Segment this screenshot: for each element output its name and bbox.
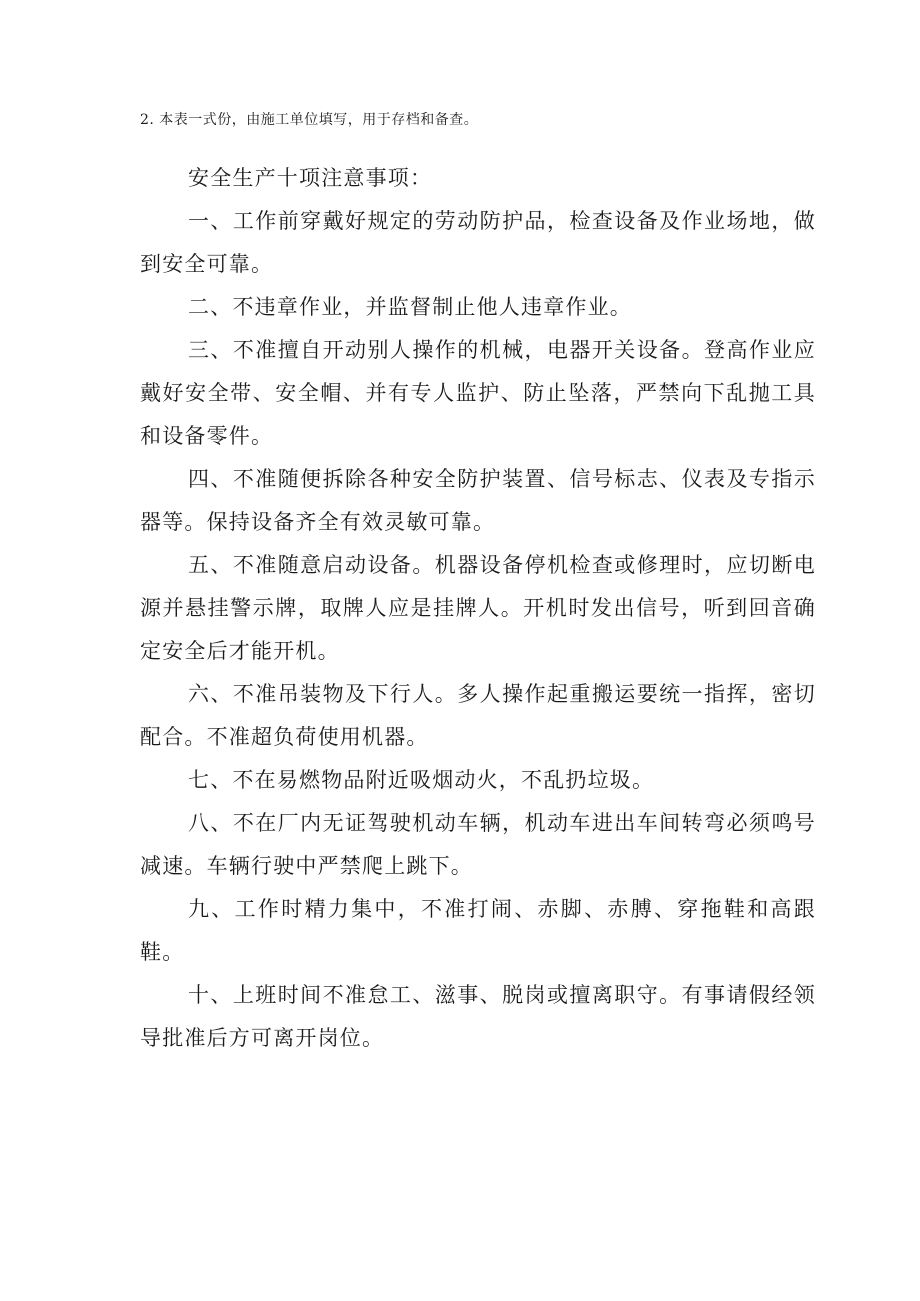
safety-item-9: 九、工作时精力集中，不准打闹、赤脚、赤膊、穿拖鞋和高跟鞋。: [140, 897, 816, 964]
safety-item-10: 十、上班时间不准怠工、滋事、脱岗或擅离职守。有事请假经领导批准后方可离开岗位。: [140, 983, 816, 1050]
safety-item-6: 六、不准吊装物及下行人。多人操作起重搬运要统一指挥，密切配合。不准超负荷使用机器。: [140, 682, 816, 749]
safety-item-5: 五、不准随意启动设备。机器设备停机检查或修理时，应切断电源并悬挂警示牌，取牌人应是挂牌人。开机时发出信号，听到回音确定安全后才能开机。: [140, 553, 816, 663]
table-note: 2. 本表一式份，由施工单位填写，用于存档和备查。: [140, 112, 479, 128]
safety-item-7: 七、不在易燃物品附近吸烟动火，不乱扔垃圾。: [188, 768, 655, 792]
safety-item-4: 四、不准随便拆除各种安全防护装置、信号标志、仪表及专指示器等。保持设备齐全有效灵敏可靠。: [140, 467, 816, 534]
safety-item-2: 二、不违章作业，并监督制止他人违章作业。: [188, 295, 632, 319]
safety-item-1: 一、工作前穿戴好规定的劳动防护品，检查设备及作业场地，做到安全可靠。: [140, 209, 816, 276]
section-heading: 安全生产十项注意事项：: [188, 166, 433, 190]
safety-item-3: 三、不准擅自开动别人操作的机械，电器开关设备。登高作业应戴好安全带、安全帽、并有专人监护、防止坠落，严禁向下乱抛工具和设备零件。: [140, 338, 816, 448]
safety-item-8: 八、不在厂内无证驾驶机动车辆，机动车进出车间转弯必须鸣号减速。车辆行驶中严禁爬上跳下。: [140, 811, 816, 878]
safety-notes-section: [140, 157, 816, 1060]
